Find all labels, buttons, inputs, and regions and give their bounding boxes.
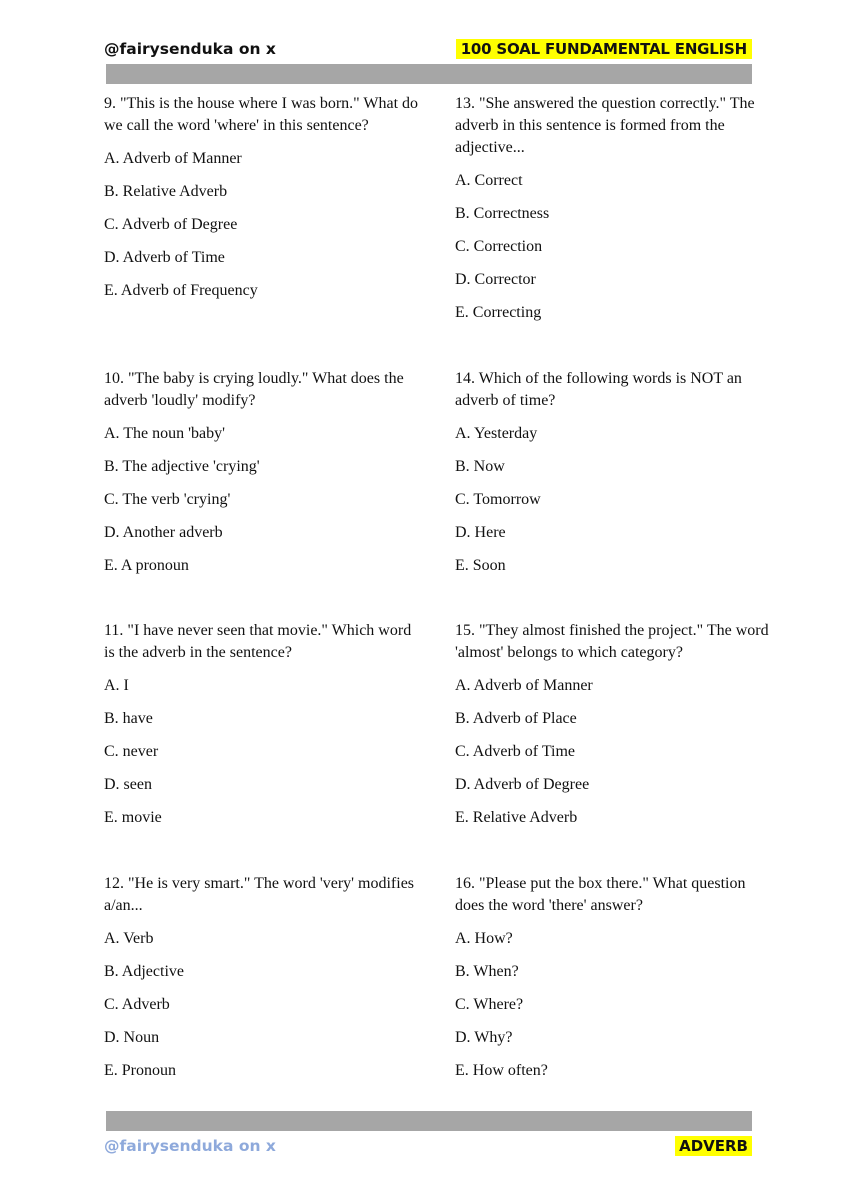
answer-option: C. Adverb of Degree <box>104 216 238 233</box>
answer-option: E. Soon <box>455 557 506 574</box>
answer-option: B. Adjective <box>104 963 184 980</box>
question-prompt: 16. "Please put the box there." What question does the word 'there' answer? <box>455 875 746 914</box>
answer-option: A. The noun 'baby' <box>104 425 226 442</box>
footer-divider-bar <box>106 1111 752 1131</box>
answer-option: B. Relative Adverb <box>104 183 228 200</box>
answer-option: B. have <box>104 710 153 727</box>
answer-option: D. seen <box>104 776 152 793</box>
answer-option: A. How? <box>455 930 513 947</box>
question-15 <box>455 620 770 840</box>
question-prompt: 13. "She answered the question correctly." The adverb in this sentence is formed from the adjective... <box>455 95 755 156</box>
answer-option: E. A pronoun <box>104 557 189 574</box>
answer-option: D. Here <box>455 524 506 541</box>
question-13 <box>455 93 770 335</box>
question-9 <box>104 93 419 313</box>
question-12 <box>104 873 419 1093</box>
answer-option: B. Adverb of Place <box>455 710 577 727</box>
answer-option: C. Tomorrow <box>455 491 541 508</box>
header-title: 100 SOAL FUNDAMENTAL ENGLISH <box>456 39 752 59</box>
header-divider-bar <box>106 64 752 84</box>
answer-option: E. How often? <box>455 1062 548 1079</box>
question-11 <box>104 620 419 840</box>
question-prompt: 12. "He is very smart." The word 'very' modifies a/an... <box>104 875 415 914</box>
question-prompt: 11. "I have never seen that movie." Which word is the adverb in the sentence? <box>104 622 412 661</box>
question-14 <box>455 368 770 588</box>
answer-option: E. Correcting <box>455 304 542 321</box>
answer-option: A. Verb <box>104 930 154 947</box>
question-prompt: 9. "This is the house where I was born." What do we call the word 'where' in this sentence? <box>104 95 419 134</box>
answer-option: C. Where? <box>455 996 524 1013</box>
answer-option: C. The verb 'crying' <box>104 491 231 508</box>
answer-option: C. Adverb <box>104 996 170 1013</box>
answer-option: E. Pronoun <box>104 1062 176 1079</box>
footer-handle: @fairysenduka on x <box>104 1137 276 1155</box>
answer-option: D. Corrector <box>455 271 536 288</box>
answer-option: A. I <box>104 677 129 694</box>
answer-option: D. Adverb of Degree <box>455 776 590 793</box>
answer-option: D. Noun <box>104 1029 160 1046</box>
answer-option: E. Adverb of Frequency <box>104 282 258 299</box>
answer-option: A. Yesterday <box>455 425 538 442</box>
answer-option: D. Why? <box>455 1029 513 1046</box>
footer-topic-label: ADVERB <box>675 1136 752 1156</box>
answer-option: B. When? <box>455 963 519 980</box>
answer-option: C. never <box>104 743 159 760</box>
answer-option: B. Now <box>455 458 505 475</box>
answer-option: B. Correctness <box>455 205 550 222</box>
question-prompt: 15. "They almost finished the project." The word 'almost' belongs to which category? <box>455 622 769 661</box>
question-prompt: 10. "The baby is crying loudly." What does the adverb 'loudly' modify? <box>104 370 404 409</box>
answer-option: A. Adverb of Manner <box>455 677 593 694</box>
answer-option: D. Another adverb <box>104 524 223 541</box>
answer-option: C. Correction <box>455 238 543 255</box>
answer-option: A. Correct <box>455 172 523 189</box>
answer-option: E. movie <box>104 809 162 826</box>
question-10 <box>104 368 419 588</box>
answer-option: A. Adverb of Manner <box>104 150 242 167</box>
answer-option: B. The adjective 'crying' <box>104 458 260 475</box>
header-handle: @fairysenduka on x <box>104 40 276 58</box>
answer-option: E. Relative Adverb <box>455 809 578 826</box>
question-16 <box>455 873 770 1093</box>
answer-option: D. Adverb of Time <box>104 249 225 266</box>
answer-option: C. Adverb of Time <box>455 743 576 760</box>
question-prompt: 14. Which of the following words is NOT an adverb of time? <box>455 370 742 409</box>
